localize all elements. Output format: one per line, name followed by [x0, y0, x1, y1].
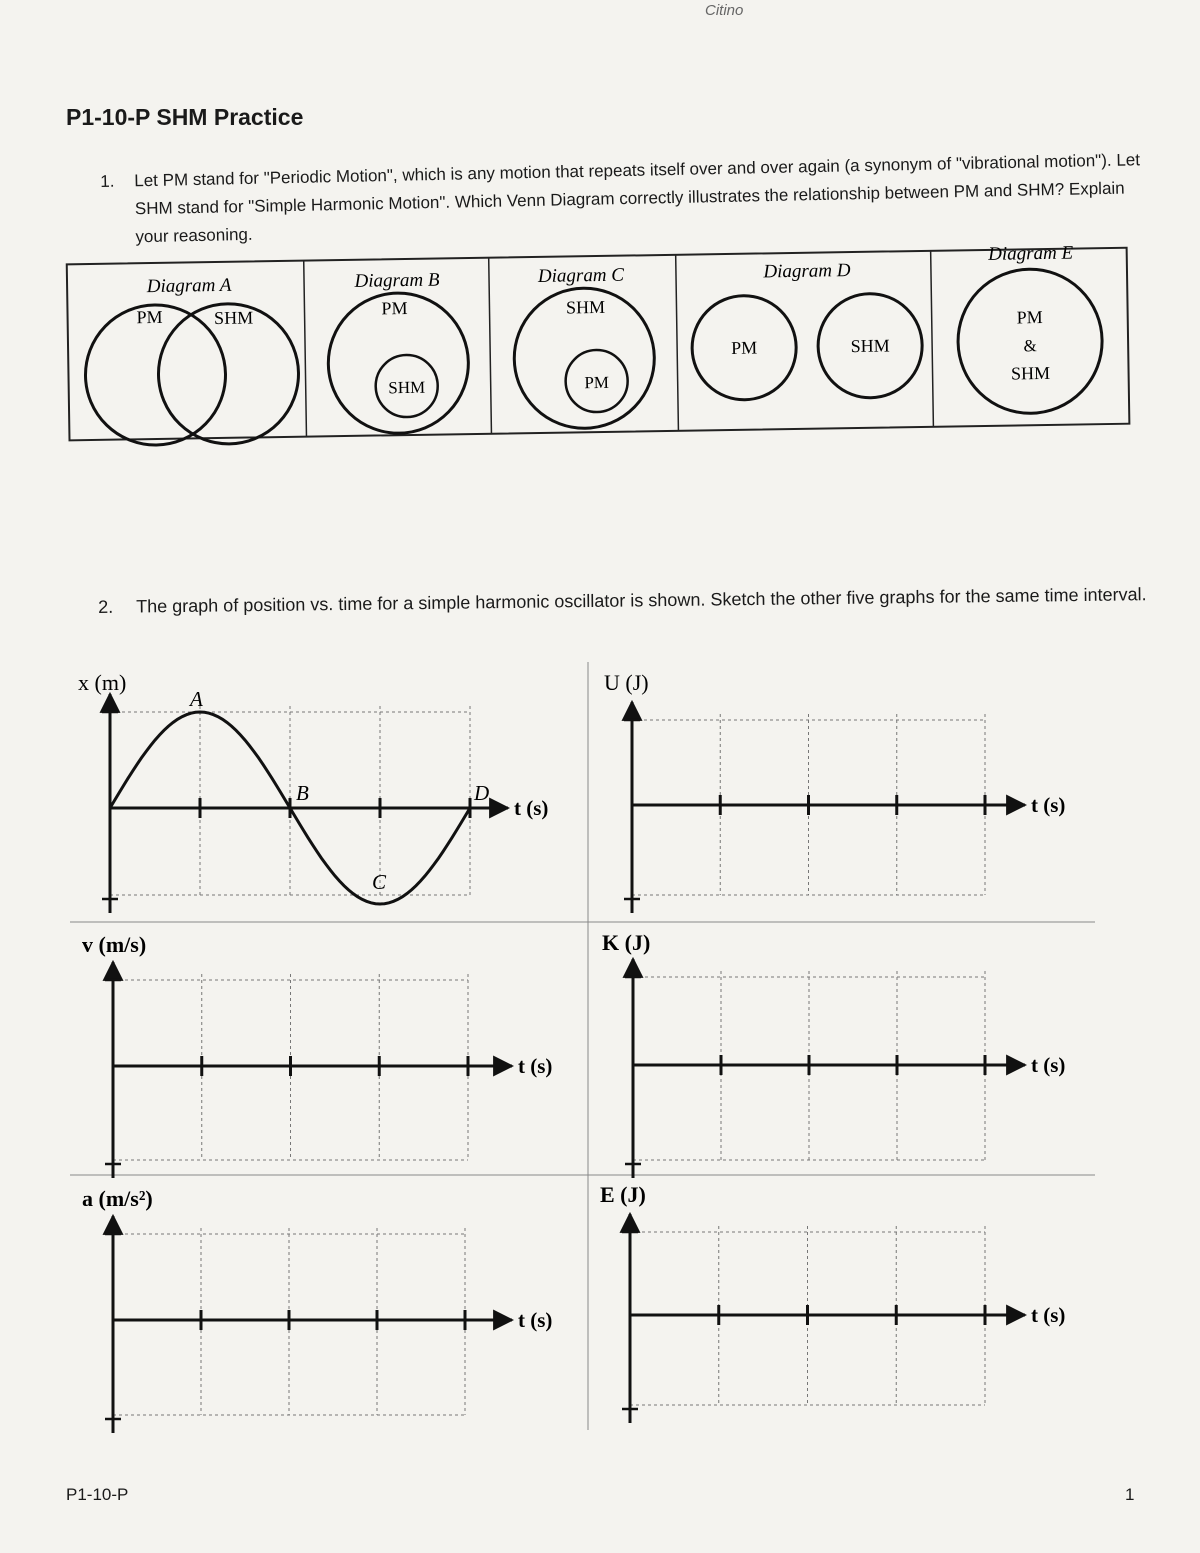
question-2-number: 2. [98, 596, 114, 617]
axis-label-total: E (J) [600, 1182, 646, 1207]
page-title: P1-10-P SHM Practice [66, 104, 304, 130]
diagram-e-label: Diagram E [988, 242, 1074, 265]
point-label-a: A [190, 687, 203, 711]
time-axis-label: t (s) [514, 796, 549, 820]
axis-label-velocity: v (m/s) [82, 932, 147, 957]
diagram-d-pm-label: PM [730, 337, 758, 358]
diagram-e-label-shm: SHM [1010, 362, 1051, 384]
page-number: 1 [1125, 1485, 1135, 1504]
diagram-b-outer-label: PM [381, 298, 408, 319]
diagram-d-shm-label: SHM [850, 335, 890, 357]
time-axis-label: t (s) [518, 1054, 553, 1078]
point-label-d: D [474, 781, 490, 805]
diagram-c-label: Diagram C [537, 264, 625, 287]
axis-label-acceleration: a (m/s²) [82, 1186, 153, 1211]
diagram-b-inner-label: SHM [388, 377, 426, 398]
question-1-number: 1. [100, 171, 115, 191]
footer-code: P1-10-P [66, 1485, 129, 1504]
diagram-a-shm-label: SHM [213, 307, 254, 329]
point-label-b: B [296, 781, 309, 805]
diagram-c-inner-label: PM [584, 372, 610, 393]
time-axis-label: t (s) [1031, 793, 1066, 817]
time-axis-label: t (s) [1031, 1053, 1066, 1077]
point-label-c: C [372, 870, 387, 894]
diagram-a-label: Diagram A [146, 274, 232, 298]
time-axis-label: t (s) [518, 1308, 553, 1332]
diagram-a-pm-label: PM [136, 306, 163, 328]
axis-label-potential: U (J) [604, 670, 649, 695]
diagram-e-label-and: & [1023, 336, 1037, 356]
diagram-e-label-pm: PM [1016, 307, 1043, 328]
time-axis-label: t (s) [1031, 1303, 1066, 1327]
axis-label-kinetic: K (J) [602, 930, 651, 955]
diagram-c-outer-label: SHM [565, 296, 606, 318]
diagram-d-label: Diagram D [763, 260, 851, 283]
question-1-text: Let PM stand for "Periodic Motion", which is any motion that repeats itself over and over again (a synonym of "vibrational motion"). Let SHM stand for "Simple Harmonic Motion". Which Venn Diagram correctly illustrates the relationship between PM and SHM? Explain your reasoning. [134, 150, 1141, 247]
header-handwritten-mark: Citino [705, 2, 744, 19]
axis-label-position: x (m) [78, 670, 127, 695]
question-2-text: The graph of position vs. time for a simple harmonic oscillator is shown. Sketch the other five graphs for the same time interval. [136, 584, 1147, 617]
diagram-b-label: Diagram B [354, 269, 440, 292]
